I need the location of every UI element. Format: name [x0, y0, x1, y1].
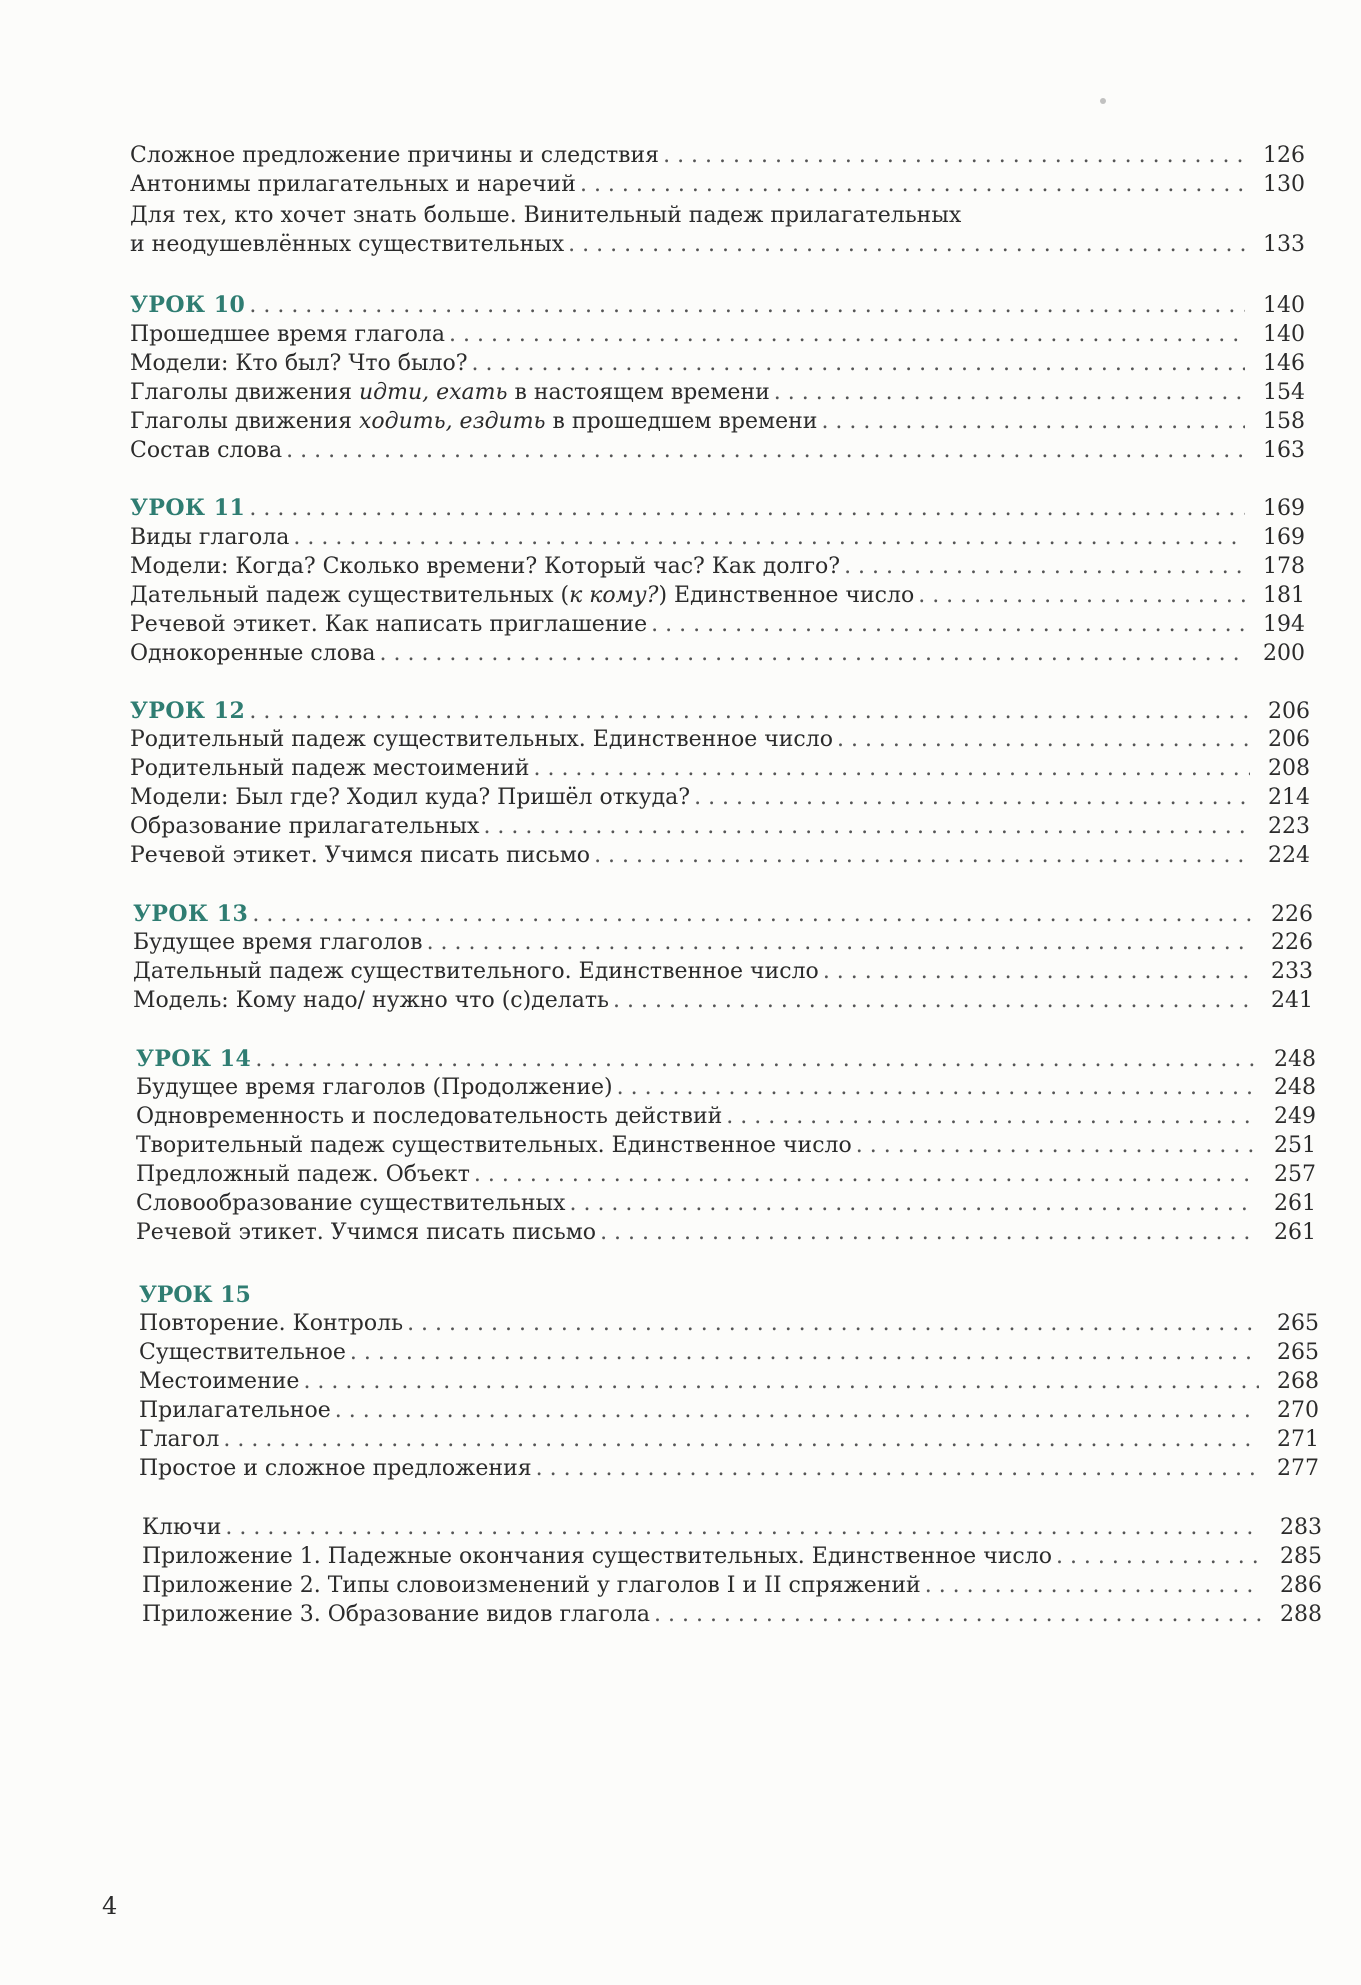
entry-page: 200 — [1263, 641, 1305, 666]
entry-title: Приложение 2. Типы словоизменений у глаголов I и II спряжений — [142, 1573, 921, 1598]
entry-page: 163 — [1263, 438, 1305, 463]
entry-title: Родительный падеж существительных. Единственное число — [130, 727, 833, 752]
lesson-title: УРОК 12 — [130, 698, 246, 724]
entry-page: 206 — [1268, 727, 1310, 752]
toc-entry[interactable] — [130, 232, 1305, 258]
entry-title: Дательный падеж существительных (к кому?) Единственное число — [130, 583, 915, 608]
toc-entry[interactable] — [130, 785, 1310, 811]
entry-title: Состав слова — [130, 438, 283, 463]
entry-page: 223 — [1268, 814, 1310, 839]
toc-entry[interactable] — [136, 1162, 1316, 1188]
entry-page: 283 — [1280, 1515, 1322, 1540]
toc-entry[interactable] — [139, 1398, 1319, 1424]
toc-entry[interactable] — [130, 172, 1305, 198]
toc-entry[interactable] — [142, 1515, 1322, 1541]
print-speck — [1100, 98, 1106, 104]
entry-title: Модели: Кто был? Что было? — [130, 351, 468, 376]
entry-title: Приложение 3. Образование видов глагола — [142, 1602, 650, 1627]
toc-entry[interactable] — [130, 814, 1310, 840]
entry-page: 286 — [1280, 1573, 1322, 1598]
entry-page: 248 — [1274, 1075, 1316, 1100]
entry-page: 154 — [1263, 380, 1305, 405]
entry-page: 169 — [1263, 525, 1305, 550]
entry-page: 214 — [1268, 785, 1310, 810]
entry-page: 288 — [1280, 1602, 1322, 1627]
entry-title: Образование прилагательных — [130, 814, 480, 839]
entry-page: 268 — [1277, 1369, 1319, 1394]
toc-entry[interactable] — [136, 1133, 1316, 1159]
entry-page: 133 — [1263, 232, 1305, 257]
toc-entry[interactable] — [130, 554, 1305, 580]
toc-entry[interactable] — [139, 1340, 1319, 1366]
entry-page: 277 — [1277, 1456, 1319, 1481]
entry-page: 271 — [1277, 1427, 1319, 1452]
entry-page: 208 — [1268, 756, 1310, 781]
entry-title: Дательный падеж существительного. Единственное число — [133, 959, 819, 984]
lesson-heading[interactable] — [136, 1046, 1316, 1073]
toc-entry[interactable] — [136, 1191, 1316, 1217]
entry-title: Прошедшее время глагола — [130, 322, 445, 347]
toc-entry[interactable] — [130, 641, 1305, 667]
lesson-title[interactable]: УРОК 15 — [139, 1282, 251, 1308]
entry-title: Одновременность и последовательность действий — [136, 1104, 723, 1129]
entry-page: 248 — [1274, 1047, 1316, 1072]
entry-title: Глагол — [139, 1427, 220, 1452]
entry-page: 126 — [1263, 143, 1305, 168]
entry-title: Ключи — [142, 1515, 222, 1540]
entry-page: 194 — [1263, 612, 1305, 637]
toc-entry[interactable] — [139, 1427, 1319, 1453]
toc-entry[interactable] — [142, 1544, 1322, 1570]
lesson-heading[interactable] — [133, 901, 1313, 928]
toc-entry[interactable] — [139, 1311, 1319, 1337]
lesson-heading[interactable] — [130, 698, 1310, 725]
entry-title: Однокоренные слова — [130, 641, 376, 666]
toc-entry[interactable] — [130, 583, 1305, 609]
entry-title: Словообразование существительных — [136, 1191, 566, 1216]
entry-title: Модели: Когда? Сколько времени? Который час? Как долго? — [130, 554, 841, 579]
toc-entry[interactable] — [130, 380, 1305, 406]
toc-entry[interactable] — [130, 756, 1310, 782]
entry-title: Предложный падеж. Объект — [136, 1162, 470, 1187]
entry-title: Модель: Кому надо/ нужно что (с)делать — [133, 988, 609, 1013]
toc-entry[interactable] — [130, 727, 1310, 753]
entry-title: Простое и сложное предложения — [139, 1456, 532, 1481]
entry-title: Модели: Был где? Ходил куда? Пришёл откуда? — [130, 785, 691, 810]
toc-entry[interactable] — [136, 1104, 1316, 1130]
lesson-heading[interactable] — [130, 292, 1305, 319]
toc-entry[interactable] — [133, 930, 1313, 956]
entry-page: 181 — [1263, 583, 1305, 608]
entry-page: 265 — [1277, 1340, 1319, 1365]
entry-page: 158 — [1263, 409, 1305, 434]
toc-entry[interactable] — [136, 1220, 1316, 1246]
lesson-heading[interactable] — [130, 495, 1305, 522]
entry-page: 224 — [1268, 843, 1310, 868]
entry-title: Родительный падеж местоимений — [130, 756, 530, 781]
entry-page: 241 — [1271, 988, 1313, 1013]
entry-title: Виды глагола — [130, 525, 290, 550]
entry-title: Сложное предложение причины и следствия — [130, 143, 660, 168]
entry-title: Антонимы прилагательных и наречий — [130, 172, 576, 197]
toc-entry[interactable] — [133, 959, 1313, 985]
entry-title: Прилагательное — [139, 1398, 331, 1423]
page-number: 4 — [102, 1892, 118, 1920]
entry-page: 130 — [1263, 172, 1305, 197]
entry-page: 226 — [1271, 902, 1313, 927]
toc-entry[interactable] — [139, 1369, 1319, 1395]
toc-entry[interactable] — [130, 322, 1305, 348]
entry-title: Повторение. Контроль — [139, 1311, 404, 1336]
entry-page: 169 — [1263, 496, 1305, 521]
lesson-title: УРОК 13 — [133, 901, 249, 927]
entry-title: Приложение 1. Падежные окончания существительных. Единственное число — [142, 1544, 1052, 1569]
entry-page: 249 — [1274, 1104, 1316, 1129]
toc-entry[interactable] — [130, 843, 1310, 869]
entry-title: Будущее время глаголов — [133, 930, 423, 955]
entry-page: 261 — [1274, 1191, 1316, 1216]
entry-page: 226 — [1271, 930, 1313, 955]
toc-entry[interactable] — [130, 409, 1305, 435]
lesson-title: УРОК 11 — [130, 495, 246, 521]
lesson-title: УРОК 14 — [136, 1046, 252, 1072]
entry-page: 206 — [1268, 699, 1310, 724]
entry-title: Глаголы движения идти, ехать в настоящем времени — [130, 380, 770, 405]
entry-title: Глаголы движения ходить, ездить в прошедшем времени — [130, 409, 818, 434]
entry-page: 233 — [1271, 959, 1313, 984]
toc-entry[interactable] — [130, 351, 1305, 377]
toc-entry[interactable] — [130, 143, 1305, 169]
toc-entry[interactable] — [130, 525, 1305, 551]
entry-page: 285 — [1280, 1544, 1322, 1569]
entry-page: 140 — [1263, 293, 1305, 318]
toc-entry[interactable] — [142, 1602, 1322, 1628]
entry-page: 178 — [1263, 554, 1305, 579]
entry-title: Речевой этикет. Как написать приглашение — [130, 612, 648, 637]
toc-entry[interactable] — [142, 1573, 1322, 1599]
toc-entry[interactable] — [130, 438, 1305, 464]
entry-page: 257 — [1274, 1162, 1316, 1187]
entry-page: 140 — [1263, 322, 1305, 347]
entry-title: Речевой этикет. Учимся писать письмо — [136, 1220, 597, 1245]
toc-entry[interactable] — [139, 1456, 1319, 1482]
toc-entry[interactable] — [136, 1075, 1316, 1101]
entry-page: 146 — [1263, 351, 1305, 376]
entry-title: Творительный падеж существительных. Единственное число — [136, 1133, 852, 1158]
entry-title: и неодушевлённых существительных — [130, 232, 565, 257]
entry-page: 270 — [1277, 1398, 1319, 1423]
entry-title-line: Для тех, кто хочет знать больше. Винительный падеж прилагательных — [130, 203, 962, 228]
toc-entry[interactable] — [133, 988, 1313, 1014]
entry-page: 265 — [1277, 1311, 1319, 1336]
lesson-title: УРОК 10 — [130, 292, 246, 318]
entry-title: Будущее время глаголов (Продолжение) — [136, 1075, 613, 1100]
entry-title: Местоимение — [139, 1369, 300, 1394]
entry-page: 261 — [1274, 1220, 1316, 1245]
entry-title: Существительное — [139, 1340, 346, 1365]
entry-title: Речевой этикет. Учимся писать письмо — [130, 843, 591, 868]
entry-page: 251 — [1274, 1133, 1316, 1158]
toc-entry[interactable] — [130, 612, 1305, 638]
